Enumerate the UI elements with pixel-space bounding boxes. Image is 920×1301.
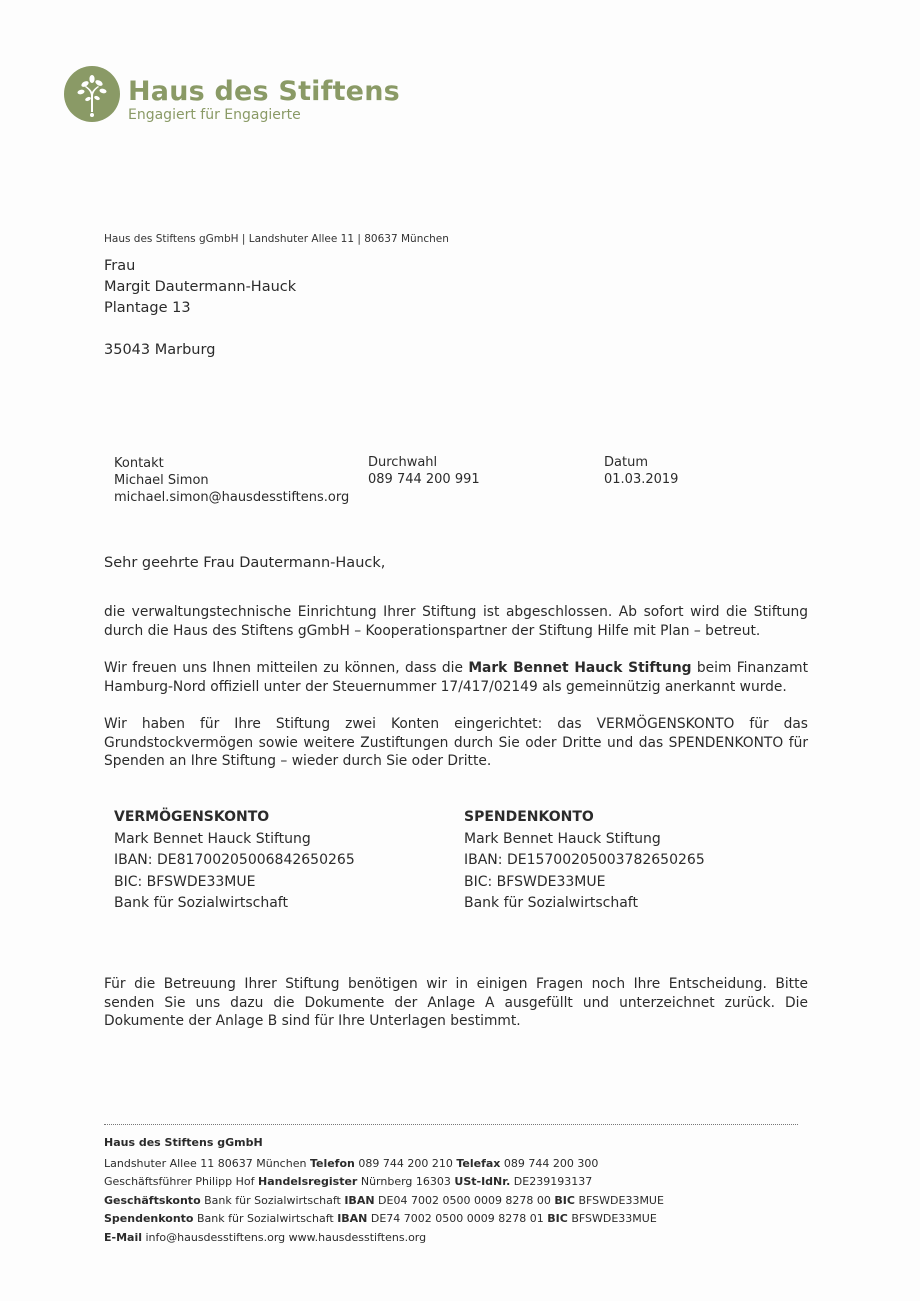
brand-name: Haus des Stiftens: [128, 76, 400, 107]
foundation-name: Mark Bennet Hauck Stiftung: [468, 660, 692, 676]
account-spenden: [464, 807, 705, 915]
footer-ceo: Geschäftsführer Philipp Hof: [104, 1175, 255, 1188]
contact-name: Michael Simon: [114, 473, 209, 488]
contact-label: Kontakt: [114, 456, 164, 471]
date-label: Datum: [604, 455, 648, 470]
account-bank: Bank für Sozialwirtschaft: [114, 895, 288, 911]
logo-tree-icon: [64, 66, 120, 122]
footer-line-business-account: [104, 1192, 664, 1211]
account-iban: IBAN: DE81700205006842650265: [114, 852, 355, 868]
footer-fax-label: Telefax: [456, 1157, 501, 1170]
footer-iban-label: IBAN: [337, 1212, 368, 1225]
contact-email[interactable]: michael.simon@hausdesstiftens.org: [114, 490, 350, 505]
footer-donation-label: Spendenkonto: [104, 1212, 194, 1225]
letter-salutation: Sehr geehrte Frau Dautermann-Hauck,: [104, 555, 386, 571]
footer-biz-bank: Bank für Sozialwirtschaft: [204, 1194, 341, 1207]
footer-company: Haus des Stiftens gGmbH: [104, 1136, 263, 1149]
brand-tagline: Engagiert für Engagierte: [128, 107, 301, 123]
recipient-city: 35043 Marburg: [104, 342, 216, 358]
paragraph-2-start: Wir freuen uns Ihnen mitteilen zu können, dass die: [104, 660, 469, 676]
paragraph-2-end: beim Finanzamt Hamburg-Nord offiziell unter der Steuernummer 17/417/02149 als gemeinnützig anerkannt wurde.: [104, 660, 809, 695]
paragraph-3: Wir haben für Ihre Stiftung zwei Konten eingerichtet: das VERMÖGENSKONTO für das Grundstockvermögen sowie weitere Zustiftungen durch Sie oder Dritte und das SPENDENKONTO für Spenden an Ihre Stiftung – wieder durch Sie oder Dritte.: [104, 716, 808, 769]
footer-divider: [104, 1124, 798, 1125]
footer-vat: DE239193137: [513, 1175, 593, 1188]
footer-line-address: [104, 1155, 598, 1174]
footer-line-contact: [104, 1229, 426, 1248]
footer-register: Nürnberg 16303: [360, 1175, 451, 1188]
account-bank: Bank für Sozialwirtschaft: [464, 895, 638, 911]
recipient-street: Plantage 13: [104, 300, 191, 316]
footer-tel: 089 744 200 210: [358, 1157, 453, 1170]
footer-email[interactable]: info@hausdesstiftens.org: [145, 1231, 286, 1244]
phone-value: 089 744 200 991: [368, 472, 480, 487]
footer-donation-iban: DE74 7002 0500 0009 8278 01: [370, 1212, 544, 1225]
footer-vat-label: USt-IdNr.: [454, 1175, 511, 1188]
account-bic: BIC: BFSWDE33MUE: [464, 873, 606, 890]
footer-iban-label: IBAN: [344, 1194, 375, 1207]
footer-bic-label: BIC: [554, 1194, 575, 1207]
footer-register-label: Handelsregister: [258, 1175, 358, 1188]
footer-bic-label: BIC: [547, 1212, 568, 1225]
footer-donation-bank: Bank für Sozialwirtschaft: [196, 1212, 334, 1225]
sender-line: Haus des Stiftens gGmbH | Landshuter Allee 11 | 80637 München: [104, 233, 449, 245]
footer-web[interactable]: www.hausdesstiftens.org: [288, 1231, 427, 1244]
account-vermoegen: [114, 807, 355, 915]
footer-donation-bic: BFSWDE33MUE: [571, 1212, 657, 1225]
footer-tel-label: Telefon: [309, 1157, 355, 1170]
account-bic: BIC: BFSWDE33MUE: [114, 873, 256, 890]
recipient-name: Margit Dautermann-Hauck: [104, 279, 297, 295]
recipient-title: Frau: [104, 258, 136, 274]
date-value: 01.03.2019: [604, 472, 679, 487]
account-holder: Mark Bennet Hauck Stiftung: [464, 830, 661, 847]
footer-line-donation-account: [104, 1210, 657, 1229]
account-holder: Mark Bennet Hauck Stiftung: [114, 830, 311, 847]
footer-address: Landshuter Allee 11 80637 München: [104, 1157, 307, 1170]
footer-biz-bic: BFSWDE33MUE: [578, 1194, 664, 1207]
paragraph-2: [104, 659, 808, 696]
account-title: VERMÖGENSKONTO: [114, 809, 270, 825]
footer-biz-label: Geschäftskonto: [104, 1194, 201, 1207]
footer-email-label: E-Mail: [104, 1231, 142, 1244]
paragraph-4: Für die Betreuung Ihrer Stiftung benötigen wir in einigen Fragen noch Ihre Entscheidung. Bitte senden Sie uns dazu die Dokumente der Anlage A ausgefüllt und unterzeichnet zurück. Die Dokumente der Anlage B sind für Ihre Unterlagen bestimmt.: [104, 976, 808, 1029]
footer-line-register: [104, 1173, 592, 1192]
account-iban: IBAN: DE15700205003782650265: [464, 852, 705, 868]
footer-biz-iban: DE04 7002 0500 0009 8278 00: [378, 1194, 551, 1207]
footer-fax: 089 744 200 300: [503, 1157, 599, 1170]
paragraph-1: die verwaltungstechnische Einrichtung Ihrer Stiftung ist abgeschlossen. Ab sofort wird die Stiftung durch die Haus des Stiftens gGmbH – Kooperationspartner der Stiftung Hilfe mit Plan – betreut.: [104, 604, 808, 639]
account-title: SPENDENKONTO: [464, 809, 594, 825]
phone-label: Durchwahl: [368, 455, 438, 470]
